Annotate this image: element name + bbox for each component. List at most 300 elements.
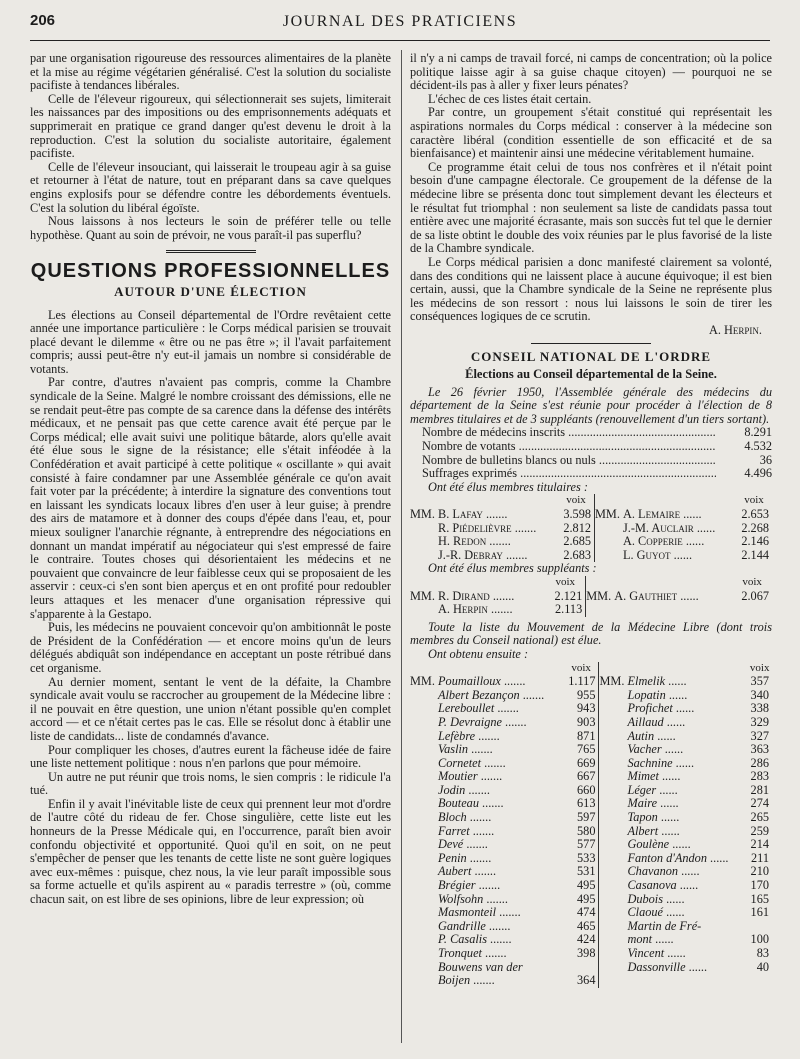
vote-row bbox=[410, 784, 772, 798]
leader-dots: ...... bbox=[665, 674, 687, 689]
candidate-name bbox=[595, 535, 737, 549]
candidate-name bbox=[599, 920, 747, 934]
vote-row bbox=[410, 522, 772, 536]
vote-row bbox=[410, 702, 772, 716]
candidate-name-text: Lopatin bbox=[627, 687, 666, 702]
candidate-name bbox=[599, 797, 747, 811]
candidate-name bbox=[595, 522, 737, 536]
column-divider bbox=[401, 50, 402, 1043]
votes-header: voix bbox=[744, 494, 764, 507]
candidate-name-text: Sachnine bbox=[627, 755, 673, 770]
candidate-votes: 2.146 bbox=[741, 534, 769, 549]
candidate-name-text: Casanova bbox=[627, 878, 677, 893]
votes-header: voix bbox=[742, 575, 762, 588]
candidate-name-text: Claoué bbox=[627, 905, 664, 920]
leader-dots: ....... bbox=[466, 850, 492, 865]
mm-label: MM. bbox=[599, 674, 628, 689]
candidate-votes: 474 bbox=[564, 906, 599, 920]
candidate-name-text: Tronquet bbox=[438, 946, 482, 960]
candidate-votes: 214 bbox=[750, 837, 769, 852]
candidate-name bbox=[410, 716, 564, 730]
intro-paragraph: Nous laissons à nos lecteurs le soin de préférer telle ou telle hypothèse. Quant au soin de prévoir, ne vous paraît-il pas superflu? bbox=[30, 214, 391, 242]
vote-row bbox=[410, 590, 772, 604]
candidate-name-text: Vacher bbox=[627, 742, 662, 757]
left-column bbox=[30, 52, 391, 907]
article-paragraph: Par contre, d'autres n'avaient pas compris, comme la Chambre syndicale de la Seine. Malgré le nombre croissant des démissions, elle ne se rendait peut-être pas compte de sa carence dans la défense des intérêts médicaux, et ne pensait pas que cette carence avait été perçue par le Corps médical; elle avait suivi une politique bâtarde, alors qu'elle avait été élue sous le signe de la résistance; elle s'était inféodée à la Confédération et avait participé à cette politique « oscillante » qui avait consisté à faire condamner par une Assemblée générale ce qu'on avait fait voter par la précédente; à interdire la signature des conventions tout en laissant les syndicats locaux libres d'en user à leur guise; à prendre des airs de matamore et à donner des coups d'épée dans l'eau, et, pour mieux souligner l'anarchie régnante, à entreprendre des négociations en donnant un mandat impératif au négociateur qui s'est empressé de faire le contraire. Toutes choses qui désorientaient les médecins et ne pouvaient que convaincre de leur faiblesse ceux qui se proposaient de les asservir : ceux-ci s'en sont bien aperçus et en ont profité pour redoubler leurs attaques et les menacer d'une organisation répressive qui s'apparente à la Gestapo. bbox=[30, 375, 391, 621]
leader-dots: ....... bbox=[478, 796, 504, 811]
votes-header: voix bbox=[564, 662, 599, 676]
candidate-name bbox=[595, 549, 737, 563]
stat-label: Suffrages exprimés ..... bbox=[422, 467, 716, 481]
article-paragraph: Les élections au Conseil départemental de l'Ordre revêtaient cette année une importance particulière : le Corps médical parisien se trouvait placé devant le dilemme « être ou ne pas être »; il l'avait parfaitement compris; aussi peut-être n'y eut-il jamais un nombre si considérable de votants. bbox=[30, 307, 391, 376]
candidate-votes: 667 bbox=[564, 770, 599, 784]
candidate-votes: 2.268 bbox=[741, 520, 769, 535]
stat-label: Nombre de bulletins blancs ou nuls ..... bbox=[422, 454, 716, 468]
leader-dots: ...... bbox=[672, 755, 695, 770]
candidate-name-text: Wolfsohn bbox=[438, 891, 484, 906]
candidate-name bbox=[599, 933, 747, 947]
candidate-name-text: Penin bbox=[438, 850, 467, 865]
candidate-name-text: Devé bbox=[438, 837, 464, 852]
candidate-name bbox=[410, 811, 564, 825]
candidate-name-text: Lefèbre bbox=[438, 728, 476, 743]
candidate-name-text: Brégier bbox=[438, 878, 476, 893]
leader-dots: ....... bbox=[465, 782, 490, 797]
candidate-name bbox=[410, 590, 545, 604]
vote-row bbox=[410, 947, 772, 961]
candidate-votes: 364 bbox=[564, 974, 599, 988]
spacer-cell bbox=[599, 662, 747, 676]
candidate-votes: 2.812 bbox=[558, 522, 595, 536]
titulaires-heading: Ont été élus membres titulaires : bbox=[428, 479, 588, 494]
candidate-votes: 669 bbox=[564, 757, 599, 771]
candidate-name bbox=[410, 865, 564, 879]
vote-row bbox=[410, 865, 772, 879]
candidate-name-text: L. Guyot bbox=[623, 547, 671, 562]
candidate-name-text: Chavanon bbox=[627, 864, 679, 879]
candidate-name-text: Aillaud bbox=[627, 714, 664, 729]
leader-dots: ...... bbox=[663, 891, 685, 906]
candidate-votes bbox=[564, 961, 599, 975]
leader-dots: ....... bbox=[481, 946, 507, 960]
leader-dots: ....... bbox=[463, 837, 488, 852]
article-paragraph: L'échec de ces listes était certain. bbox=[428, 91, 592, 106]
article-paragraph: Par contre, un groupement s'était constitué qui représentait les aspirations normales du Corps médical : conserver à la médecine son caractère libéral (condition essentielle de son efficacité et de sa bienfaisance) et maintenir ainsi une médecine véritablement humaine. bbox=[410, 105, 772, 161]
vote-row bbox=[410, 535, 772, 549]
candidate-votes: 40 bbox=[756, 959, 769, 974]
candidate-votes: 2.653 bbox=[741, 507, 769, 521]
leader-dots: ...... bbox=[664, 946, 686, 960]
header-rule bbox=[30, 40, 770, 41]
candidate-name bbox=[599, 689, 747, 703]
candidate-name bbox=[599, 852, 747, 866]
candidate-votes: 2.113 bbox=[545, 603, 585, 617]
candidate-name-text: Bouwens van der bbox=[438, 959, 523, 974]
candidate-name-text: B. Lafay bbox=[438, 507, 483, 521]
leader-dots: ...... bbox=[669, 837, 691, 852]
suppleants-heading: Ont été élus membres suppléants : bbox=[428, 561, 597, 576]
candidate-votes: 660 bbox=[564, 784, 599, 798]
article-paragraph: Le Corps médical parisien a donc manifesté clairement sa volonté, dans des conditions qui ne laissent place à aucune équivoque; il est bien certain, aussi, que la Chambre syndicale de la Seine ne représente plus les médecins de son ressort : nous lui laissons le soin de tirer les conséquences logiques de ce scrutin. bbox=[410, 254, 772, 324]
candidate-name-text: Dubois bbox=[627, 891, 664, 906]
leader-dots: ...... bbox=[661, 742, 684, 757]
vote-row bbox=[410, 811, 772, 825]
candidate-votes: 281 bbox=[750, 782, 769, 797]
leader-dots: ....... bbox=[519, 687, 545, 702]
candidate-name-text: Moutier bbox=[438, 769, 478, 784]
candidate-votes: 363 bbox=[750, 742, 769, 757]
stat-row bbox=[410, 467, 772, 481]
spacer-cell bbox=[410, 576, 545, 590]
mm-label: MM. bbox=[410, 507, 439, 521]
candidate-name-text: Vincent bbox=[627, 946, 665, 960]
section-rule bbox=[166, 250, 256, 255]
leader-dots: ....... bbox=[482, 507, 508, 521]
candidate-votes bbox=[747, 974, 772, 988]
candidate-votes: 613 bbox=[564, 797, 599, 811]
council-subtitle: Élections au Conseil départemental de la Seine. bbox=[465, 367, 717, 382]
candidate-name bbox=[599, 743, 747, 757]
article-paragraph: Ce programme était celui de tous nos confrères et il n'était point besoin d'une campagne électorale. Ce groupement de la défense de la médecine libre se présenta donc tout simplement devant les électeurs et le résultat fut triomphal : non seulement sa liste de candidats passa tout entière avec une majorité écrasante, mais son succès fut tel que le dernier de sa liste obtint le double des voix réunies par le plus favorisé de la liste de la Chambre syndicale. bbox=[410, 159, 772, 256]
leader-dots: ....... bbox=[477, 769, 503, 784]
candidate-name bbox=[410, 757, 564, 771]
stat-row bbox=[410, 454, 772, 468]
leader-dots: ....... bbox=[486, 534, 511, 549]
candidate-name bbox=[410, 947, 564, 961]
candidate-name-text: Autin bbox=[627, 728, 655, 743]
candidate-votes: 577 bbox=[564, 838, 599, 852]
candidate-votes: 2.144 bbox=[741, 547, 769, 562]
candidate-name bbox=[410, 730, 564, 744]
page-header bbox=[30, 12, 770, 38]
article-paragraph: Puis, les médecins ne pouvaient concevoir qu'on ambitionnât le poste de Président de la Confédération — et encore moins qu'un de leurs délégués abdiquât son indépendance en acceptant un poste rétribué dans cet organisme. bbox=[30, 620, 391, 675]
candidate-name bbox=[410, 603, 545, 617]
candidate-name-text: R. Piédelièvre bbox=[438, 520, 512, 535]
section-rule bbox=[531, 343, 651, 344]
candidate-name-text: A. Lemaire bbox=[623, 507, 681, 521]
votes-header: voix bbox=[558, 494, 595, 508]
candidate-name bbox=[410, 961, 564, 975]
candidate-name-text: P. Devraigne bbox=[438, 714, 502, 729]
candidate-votes: 871 bbox=[564, 730, 599, 744]
leader-dots: ...... bbox=[682, 534, 705, 549]
candidate-name bbox=[410, 689, 564, 703]
vote-row bbox=[410, 974, 772, 988]
candidate-name bbox=[410, 920, 564, 934]
mm-label: MM. bbox=[595, 507, 624, 521]
candidate-name-text: Albert Bezançon bbox=[438, 687, 520, 702]
candidate-name-text: Bloch bbox=[438, 810, 467, 825]
candidate-name bbox=[410, 522, 558, 536]
leader-dots: ....... bbox=[470, 973, 495, 988]
vote-row bbox=[410, 689, 772, 703]
candidate-votes: 170 bbox=[750, 878, 769, 893]
candidate-name-text: J.-M. Auclair bbox=[623, 520, 694, 535]
article-paragraph: Pour compliquer les choses, d'autres eurent la fâcheuse idée de faire une liste nettement politique : nous n'en parlons que pour mémoire. bbox=[30, 742, 391, 771]
leader-dots: ...... bbox=[663, 714, 686, 729]
vote-row bbox=[410, 961, 772, 975]
candidate-name bbox=[410, 797, 564, 811]
candidate-votes: 580 bbox=[564, 825, 599, 839]
candidate-name bbox=[599, 825, 747, 839]
candidate-name-text: A. Herpin bbox=[438, 602, 488, 617]
candidate-votes: 165 bbox=[750, 891, 769, 906]
candidate-votes: 211 bbox=[751, 850, 769, 865]
candidate-votes: 903 bbox=[564, 716, 599, 730]
intro-paragraph: Celle de l'éleveur insouciant, qui laisserait le troupeau agir à sa guise et retourner à l'état de nature, tout en préparant dans sa cave quelques engins explosifs pour se défendre contre les débordements éventuels. C'est la solution du libéral égoïste. bbox=[30, 159, 391, 215]
journal-title: JOURNAL DES PRATICIENS bbox=[282, 13, 518, 30]
spacer-cell bbox=[410, 662, 564, 676]
vote-row bbox=[410, 879, 772, 893]
council-title: CONSEIL NATIONAL DE L'ORDRE bbox=[470, 349, 712, 365]
stat-value: 8.291 bbox=[744, 425, 772, 440]
stat-value: 36 bbox=[759, 452, 772, 467]
candidate-votes: 100 bbox=[750, 932, 769, 947]
candidate-name bbox=[586, 590, 732, 604]
candidate-name-text: Boijen bbox=[438, 973, 471, 988]
candidate-votes: 327 bbox=[750, 728, 769, 743]
leader-dots: ...... bbox=[676, 878, 699, 893]
candidate-name bbox=[410, 743, 564, 757]
candidate-votes: 2.121 bbox=[545, 590, 585, 604]
candidate-name bbox=[599, 879, 747, 893]
stat-row bbox=[410, 426, 772, 440]
vote-row bbox=[410, 797, 772, 811]
candidate-name bbox=[410, 906, 564, 920]
vote-row bbox=[410, 906, 772, 920]
spacer-cell bbox=[595, 494, 737, 508]
candidate-votes: 259 bbox=[750, 823, 769, 838]
article-paragraph: il n'y a ni camps de travail forcé, ni camps de concentration; où la police politique laisse agir à sa guise chaque citoyen) — pourquoi ne se décident-ils pas à aller y fixer leurs pénates? bbox=[410, 51, 772, 93]
candidate-name bbox=[599, 757, 747, 771]
candidate-name-text: J.-R. Debray bbox=[438, 547, 503, 562]
candidate-name-text: Farret bbox=[438, 823, 470, 838]
leader-dots: ....... bbox=[475, 728, 500, 743]
leader-dots: ...... bbox=[657, 810, 680, 825]
leader-dots: ....... bbox=[485, 918, 511, 933]
article-paragraph: Un autre ne put réunir que trois noms, le sien compris : le ridicule l'a tué. bbox=[30, 769, 391, 798]
leader-dots: ....... bbox=[469, 823, 495, 838]
candidate-name bbox=[410, 549, 558, 563]
candidate-votes: 533 bbox=[564, 852, 599, 866]
candidate-name-text: H. Redon bbox=[438, 534, 487, 549]
leader-dots: ...... bbox=[678, 864, 700, 879]
candidate-name-text: Masmonteil bbox=[438, 905, 497, 920]
vote-row bbox=[410, 838, 772, 852]
candidate-name bbox=[599, 906, 747, 920]
author-signature: A. Herpin. bbox=[709, 322, 762, 337]
article-paragraph: Enfin il y avait l'inévitable liste de ceux qui prennent leur mot d'ordre de l'autre côté du rideau de fer. Chose singulière, cette liste eut les honneurs de la Presse Médicale qui, en l'occurrence, paraît bien avoir confondu objectivité et opportunité. Quoi qu'il en soit, on ne peut s'empêcher de penser que les tenants de cette liste ne sont guère logiques avec eux-mêmes : puisque, chez nous, la vie leur paraît impossible sous sa forme actuelle et qu'ils aspirent au « paradis terrestre » (où, comme chacun sait, on est libre de ses opinions, libre de leur expression; où bbox=[30, 796, 391, 907]
leader-dots: ....... bbox=[471, 864, 497, 879]
leader-dots: ...... bbox=[654, 728, 676, 743]
intro-paragraph: Celle de l'éleveur rigoureux, qui sélectionnerait ses sujets, limiterait les naissances par des impositions ou des emprisonnements adéquats et supprimerait en pratique ce grand danger qu'est devenu le droit à la reproduction. C'est la solution du socialiste autoritaire, également pacifiste. bbox=[30, 91, 391, 161]
candidate-votes: 274 bbox=[750, 796, 769, 811]
page-number: 206 bbox=[30, 12, 56, 29]
vote-row bbox=[410, 893, 772, 907]
candidate-name bbox=[410, 893, 564, 907]
candidate-name bbox=[410, 933, 564, 947]
candidate-name bbox=[599, 974, 747, 988]
candidate-name-text: Gandrille bbox=[438, 918, 486, 933]
candidate-name-text: Lereboullet bbox=[438, 701, 495, 716]
votes-header: voix bbox=[749, 661, 770, 674]
candidate-votes: 495 bbox=[564, 879, 599, 893]
candidate-votes: 286 bbox=[750, 755, 769, 770]
leader-dots: ...... bbox=[665, 687, 688, 702]
leader-dots: ...... bbox=[663, 905, 685, 920]
vote-row bbox=[410, 933, 772, 947]
leader-dots: ....... bbox=[501, 714, 527, 729]
candidate-name bbox=[599, 730, 747, 744]
candidate-name-text: Aubert bbox=[438, 864, 472, 879]
leader-dots: ....... bbox=[483, 891, 508, 906]
candidate-name bbox=[599, 865, 747, 879]
candidate-votes: 465 bbox=[564, 920, 599, 934]
candidate-name-text: Vaslin bbox=[438, 742, 469, 757]
candidate-votes: 955 bbox=[564, 689, 599, 703]
candidate-votes: 398 bbox=[564, 947, 599, 961]
candidate-name bbox=[410, 702, 564, 716]
candidate-name-text: Léger bbox=[627, 782, 657, 797]
candidate-name bbox=[410, 974, 564, 988]
spacer-cell bbox=[410, 494, 558, 508]
candidate-name bbox=[595, 508, 737, 522]
vote-row bbox=[410, 716, 772, 730]
leader-dots: ....... bbox=[468, 742, 493, 757]
stat-row bbox=[410, 440, 772, 454]
article-paragraph: Au dernier moment, sentant le vent de la défaite, la Chambre syndicale avait voulu se raccrocher au groupement de la Médecine libre : il ne pouvait en être question, une union n'étant possible qu'en complet accord — et ce n'était certes pas le cas. Elle se résolut donc à établir une liste de candidats... liste de condamnés d'avance. bbox=[30, 674, 391, 743]
candidate-name bbox=[410, 825, 564, 839]
vote-row bbox=[410, 757, 772, 771]
vote-row bbox=[410, 549, 772, 563]
candidate-votes: 329 bbox=[750, 714, 769, 729]
vote-row bbox=[410, 743, 772, 757]
vote-row bbox=[410, 770, 772, 784]
candidate-name-text: R. Dirand bbox=[438, 588, 490, 603]
candidate-votes: 531 bbox=[564, 865, 599, 879]
vote-row bbox=[410, 603, 772, 617]
candidate-name bbox=[410, 879, 564, 893]
vote-row bbox=[410, 675, 772, 689]
candidate-name bbox=[599, 770, 747, 784]
candidate-name bbox=[599, 702, 747, 716]
candidate-name-text: Elmelik bbox=[627, 674, 666, 689]
leader-dots: ....... bbox=[481, 755, 506, 770]
candidate-votes: 210 bbox=[750, 864, 769, 879]
candidate-votes: 2.685 bbox=[558, 535, 595, 549]
vote-row bbox=[410, 852, 772, 866]
candidate-votes bbox=[747, 920, 772, 934]
candidate-votes: 495 bbox=[564, 893, 599, 907]
mm-label: MM. bbox=[410, 588, 439, 603]
candidate-votes: 338 bbox=[750, 701, 769, 716]
candidate-votes: 765 bbox=[564, 743, 599, 757]
leader-dots: ....... bbox=[486, 932, 512, 947]
candidate-votes bbox=[732, 603, 772, 617]
candidate-votes: 265 bbox=[750, 810, 769, 825]
vote-row bbox=[410, 730, 772, 744]
mm-label: MM. bbox=[410, 674, 439, 689]
stat-value: 4.532 bbox=[744, 439, 772, 454]
candidate-name bbox=[410, 784, 564, 798]
candidate-name-text: Goulène bbox=[627, 837, 670, 852]
leader-dots: ...... bbox=[657, 796, 679, 811]
candidate-votes: 283 bbox=[750, 769, 769, 784]
candidate-votes: 161 bbox=[750, 905, 769, 920]
stat-value: 4.496 bbox=[744, 466, 772, 481]
candidate-votes: 1.117 bbox=[564, 675, 599, 689]
right-column bbox=[410, 52, 772, 988]
stat-label: Nombre de médecins inscrits ..... bbox=[422, 426, 716, 440]
candidate-name-text: mont bbox=[627, 932, 653, 947]
section-title: QUESTIONS PROFESSIONNELLES bbox=[30, 260, 391, 283]
candidate-name bbox=[586, 603, 732, 617]
leader-dots: ....... bbox=[475, 878, 501, 893]
candidate-votes: 2.683 bbox=[558, 549, 595, 563]
candidate-name-text: A. Copperie bbox=[623, 534, 683, 549]
suppleants-table bbox=[410, 576, 772, 617]
leader-dots: ...... bbox=[658, 823, 680, 838]
candidate-votes: 943 bbox=[564, 702, 599, 716]
leader-dots: ....... bbox=[511, 520, 537, 535]
leader-dots: ....... bbox=[466, 810, 492, 825]
candidate-name bbox=[599, 784, 747, 798]
candidate-votes: 83 bbox=[756, 946, 769, 960]
candidate-name bbox=[410, 675, 564, 689]
candidate-name-text: A. Gauthiet bbox=[614, 588, 678, 603]
stat-label: Nombre de votants ..... bbox=[422, 440, 716, 454]
candidate-name bbox=[599, 675, 747, 689]
election-intro: Le 26 février 1950, l'Assemblée générale des médecins du département de la Seine s'est réunie pour procéder à l'élection de 8 membres titulaires et de 3 suppléants (renouvellement d'un tiers sortant). bbox=[410, 384, 772, 426]
candidate-name-text: Mimet bbox=[627, 769, 659, 784]
leader-dots: ....... bbox=[496, 905, 521, 920]
candidate-name-text: P. Casalis bbox=[438, 932, 487, 947]
leader-dots: ...... bbox=[656, 782, 678, 797]
candidate-name-text: Poumailloux bbox=[438, 674, 501, 689]
leader-dots: ...... bbox=[693, 520, 716, 535]
others-table bbox=[410, 662, 772, 988]
article-title: AUTOUR D'UNE ÉLECTION bbox=[114, 283, 307, 299]
list-note: Toute la liste du Mouvement de la Médecine Libre (dont trois membres du Conseil national) est élue. bbox=[410, 619, 772, 648]
candidate-name bbox=[410, 535, 558, 549]
candidate-name bbox=[599, 838, 747, 852]
leader-dots: ...... bbox=[672, 701, 695, 716]
candidate-name-text: Jodin bbox=[438, 782, 466, 797]
leader-dots: ....... bbox=[489, 588, 515, 603]
candidate-name bbox=[410, 508, 558, 522]
candidate-name bbox=[599, 716, 747, 730]
candidate-votes: 597 bbox=[564, 811, 599, 825]
election-stats bbox=[410, 426, 772, 480]
leader-dots: ....... bbox=[487, 602, 513, 617]
candidate-name bbox=[410, 838, 564, 852]
candidate-name bbox=[599, 811, 747, 825]
candidate-votes: 3.598 bbox=[558, 508, 595, 522]
titulaires-table bbox=[410, 494, 772, 562]
candidate-name-text: Tapon bbox=[627, 810, 658, 825]
candidate-name-text: Cornetet bbox=[438, 755, 482, 770]
candidate-name-text: Profichet bbox=[627, 701, 673, 716]
candidate-name-text: Maire bbox=[627, 796, 658, 811]
mm-label: MM. bbox=[586, 588, 615, 603]
leader-dots: ...... bbox=[658, 769, 681, 784]
candidate-name-text: Martin de Fré- bbox=[627, 918, 702, 933]
candidate-votes: 2.067 bbox=[741, 588, 769, 603]
candidate-votes: 424 bbox=[564, 933, 599, 947]
leader-dots: ...... bbox=[652, 932, 674, 947]
leader-dots: ...... bbox=[706, 850, 729, 865]
candidate-votes: 357 bbox=[750, 674, 769, 689]
